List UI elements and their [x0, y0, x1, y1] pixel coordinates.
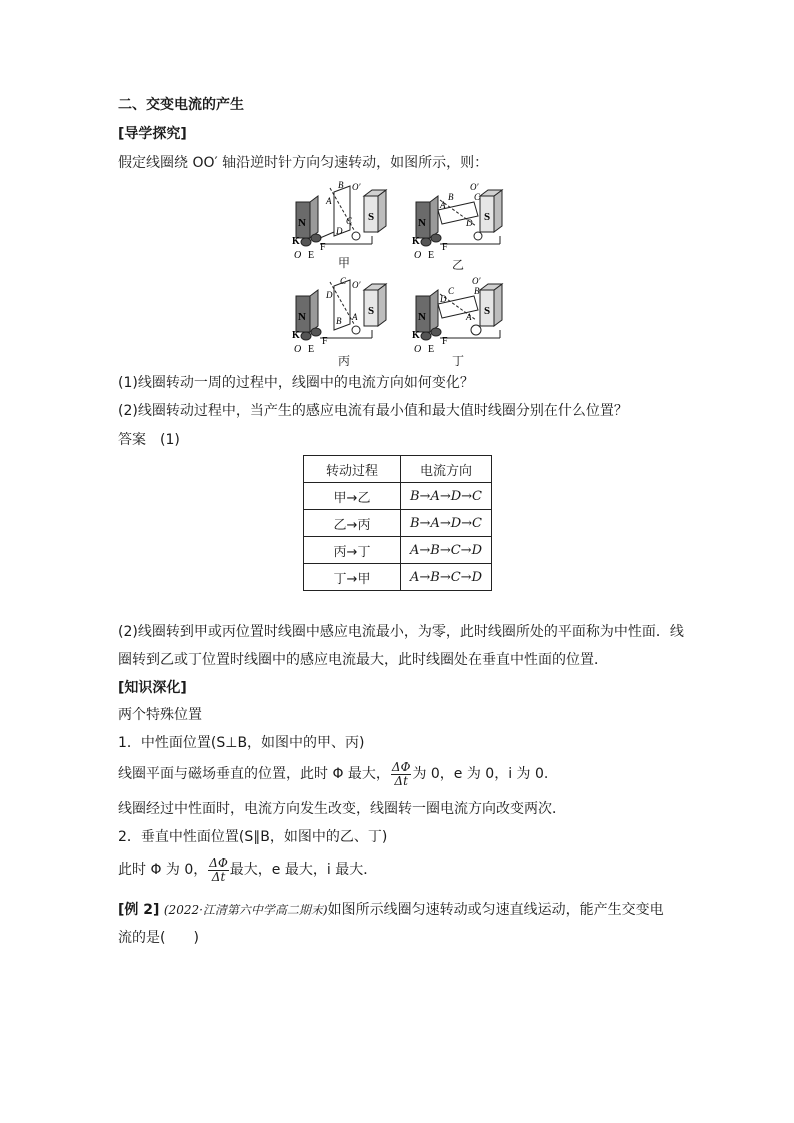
table-row	[304, 483, 492, 510]
svg-text:K: K	[412, 236, 420, 247]
neutral-plane-note: 线圈经过中性面时，电流方向发生改变，线圈转一圈电流方向改变两次．	[118, 801, 566, 817]
table-header: 转动过程	[304, 456, 401, 483]
intro-text: 假定线圈绕 OO′ 轴沿逆时针方向匀速转动，如图所示，则：	[118, 155, 489, 171]
neutral-plane-text-a: 线圈平面与磁场垂直的位置，此时 Φ 最大，	[118, 766, 390, 782]
table-cell: B→A→D→C	[401, 483, 492, 510]
svg-text:F: F	[322, 336, 328, 347]
question-2: (2)线圈转动过程中，当产生的感应电流有最小值和最大值时线圈分别在什么位置？	[118, 403, 628, 419]
table-cell: B→A→D→C	[401, 510, 492, 537]
answer-label: 答案 (1)	[118, 432, 180, 448]
svg-text:B: B	[338, 180, 344, 190]
svg-text:C: C	[448, 286, 455, 296]
table-cell: A→B→C→D	[401, 537, 492, 564]
svg-text:A: A	[352, 312, 358, 322]
example-2-line-2: 流的是( )	[118, 930, 199, 946]
svg-text:D: D	[466, 218, 473, 228]
svg-text:F: F	[442, 242, 448, 253]
svg-text:N: N	[418, 217, 426, 229]
figure-yi	[410, 180, 520, 272]
figure-label-ding: 丁	[452, 354, 465, 368]
svg-text:A: A	[326, 196, 332, 206]
figure-bing	[290, 274, 400, 366]
svg-text:O′: O′	[470, 182, 479, 192]
example-2	[118, 900, 664, 920]
table-cell: A→B→C→D	[401, 564, 492, 591]
svg-text:A: A	[466, 312, 472, 322]
svg-text:C: C	[346, 216, 353, 226]
svg-text:C: C	[340, 276, 347, 286]
example-source: (2022·江清第六中学高二期末)	[163, 903, 328, 917]
neutral-plane-text-b: 为 0，e 为 0，i 为 0.	[412, 766, 549, 782]
neutral-plane-title: 1．中性面位置(S⊥B，如图中的甲、丙)	[118, 735, 365, 751]
svg-text:O: O	[294, 250, 302, 261]
svg-text:E: E	[308, 344, 315, 355]
guide-heading: [导学探究]	[118, 126, 187, 142]
svg-text:E: E	[308, 250, 315, 261]
example-text: 如图所示线圈匀速转动或匀速直线运动，能产生交变电	[327, 902, 664, 918]
answer-2-line-1: (2)线圈转到甲或丙位置时线圈中感应电流最小，为零，此时线圈所处的平面称为中性面．线	[118, 624, 684, 640]
svg-text:S: S	[484, 211, 491, 223]
table-header-row	[304, 456, 492, 483]
svg-text:B: B	[448, 192, 454, 202]
table-cell: 丁→甲	[304, 564, 401, 591]
perpendicular-desc	[118, 856, 377, 884]
svg-text:N: N	[418, 311, 426, 323]
table-header: 电流方向	[401, 456, 492, 483]
svg-text:D: D	[326, 290, 333, 300]
current-direction-table	[303, 455, 492, 591]
svg-text:A: A	[440, 200, 446, 210]
perpendicular-title: 2．垂直中性面位置(S∥B，如图中的乙、丁)	[118, 829, 388, 845]
flux-rate-fraction: $\frac{\Delta\Phi}{\Delta t}$	[209, 855, 228, 884]
svg-text:O: O	[414, 344, 422, 355]
table-cell: 丙→丁	[304, 537, 401, 564]
section-title: 二、交变电流的产生	[118, 97, 244, 113]
figure-jia	[290, 180, 400, 272]
svg-text:O′: O′	[472, 276, 481, 286]
svg-text:K: K	[412, 330, 420, 341]
svg-text:E: E	[428, 344, 435, 355]
flux-rate-fraction: $\frac{\Delta\Phi}{\Delta t}$	[391, 759, 411, 788]
svg-text:O′: O′	[352, 182, 361, 192]
two-positions-heading: 两个特殊位置	[118, 707, 202, 723]
table-row	[304, 510, 492, 537]
figure-label-jia: 甲	[338, 256, 351, 270]
table-row	[304, 564, 492, 591]
neutral-plane-desc	[118, 760, 548, 788]
svg-text:F: F	[442, 336, 448, 347]
svg-text:F: F	[320, 242, 326, 253]
table-cell: 甲→乙	[304, 483, 401, 510]
svg-text:D: D	[336, 226, 343, 236]
figure-label-yi: 乙	[452, 258, 465, 272]
answer-2-line-2: 圈转到乙或丁位置时线圈中的感应电流最大，此时线圈处在垂直中性面的位置．	[118, 652, 608, 668]
question-1: (1)线圈转动一周的过程中，线圈中的电流方向如何变化？	[118, 375, 474, 391]
svg-text:C: C	[474, 192, 481, 202]
example-label: [例 2]	[118, 902, 160, 918]
svg-text:B: B	[474, 286, 480, 296]
svg-text:K: K	[292, 330, 300, 341]
deep-heading: [知识深化]	[118, 680, 187, 696]
svg-text:N: N	[298, 311, 306, 323]
svg-text:S: S	[368, 305, 375, 317]
svg-text:E: E	[428, 250, 435, 261]
svg-text:S: S	[368, 211, 375, 223]
svg-text:O: O	[414, 250, 422, 261]
perpendicular-text-a: 此时 Φ 为 0，	[118, 862, 208, 878]
figure-label-bing: 丙	[338, 354, 351, 368]
svg-text:O: O	[294, 344, 302, 355]
svg-text:K: K	[292, 236, 300, 247]
figure-ding	[410, 274, 520, 366]
svg-text:O′: O′	[352, 280, 361, 290]
table-row	[304, 537, 492, 564]
svg-text:D: D	[440, 294, 447, 304]
table-cell: 乙→丙	[304, 510, 401, 537]
svg-text:B: B	[336, 316, 342, 326]
svg-text:S: S	[484, 305, 491, 317]
svg-text:N: N	[298, 217, 306, 229]
perpendicular-text-b: 最大，e 最大，i 最大．	[229, 862, 378, 878]
